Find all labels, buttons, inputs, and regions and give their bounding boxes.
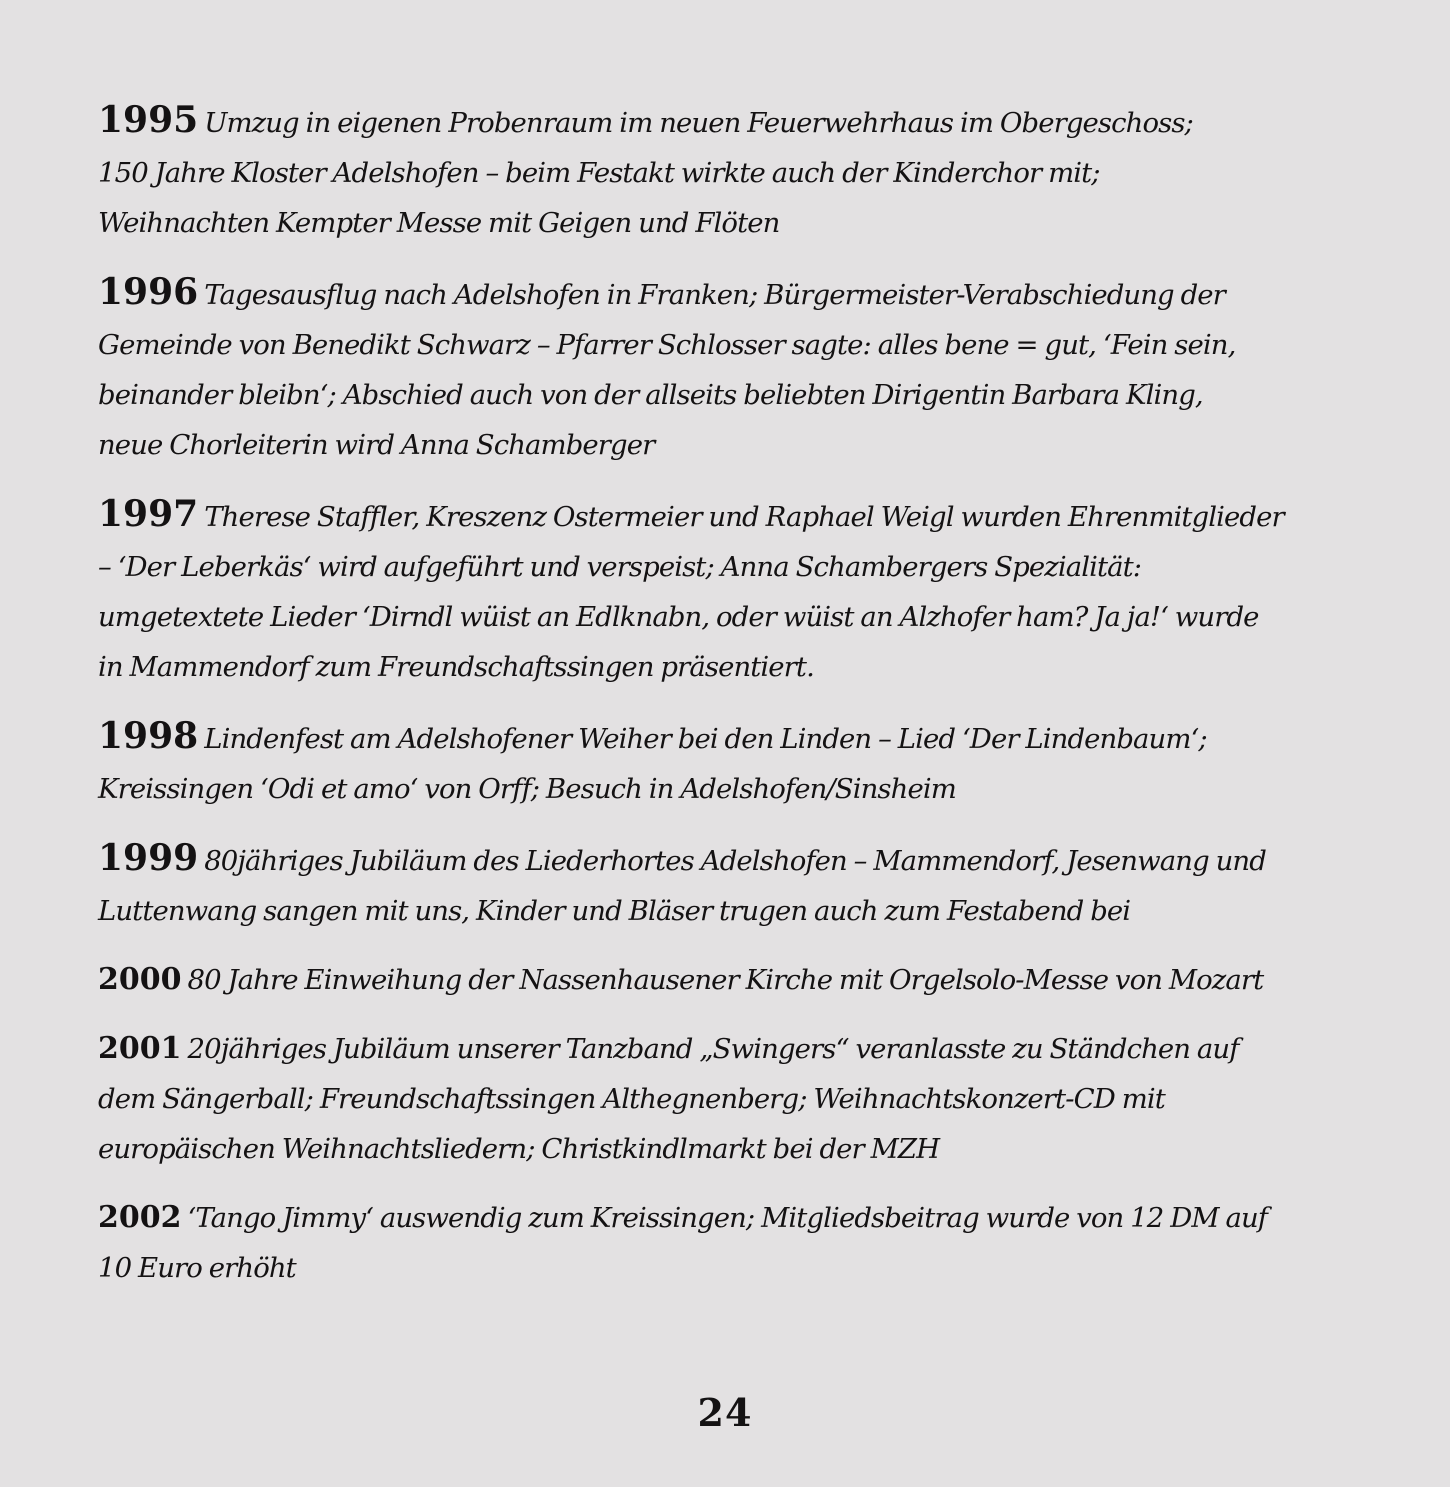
chronicle-entry-1999 (98, 833, 1350, 936)
entry-year: 1998 (98, 715, 199, 757)
entry-line: Gemeinde von Benedikt Schwarz – Pfarrer Schlosser sagte: alles bene = gut, ‘Fein sein, (98, 329, 1236, 361)
entry-line (98, 711, 1350, 764)
entry-text: Umzug in eigenen Probenraum im neuen Feuerwehrhaus im Obergeschoss; (204, 107, 1193, 139)
entry-year: 1997 (98, 493, 199, 535)
entry-line (98, 1024, 1350, 1074)
entry-line: Weihnachten Kempter Messe mit Geigen und Flöten (98, 207, 780, 239)
entry-text: ‘Tango Jimmy‘ auswendig zum Kreissingen; Mitgliedsbeitrag wurde von 12 DM auf (187, 1202, 1268, 1234)
chronicle-entry-2002 (98, 1193, 1350, 1293)
chronicle-page (98, 95, 1350, 1312)
entry-line: dem Sängerball; Freundschaftssingen Althegnenberg; Weihnachtskonzert-CD mit (98, 1083, 1165, 1115)
entry-line (98, 955, 1350, 1005)
entry-line (98, 95, 1350, 148)
entry-line: 10 Euro erhöht (98, 1252, 296, 1284)
entry-text: Lindenfest am Adelshofener Weiher bei den Linden – Lied ‘Der Lindenbaum‘; (204, 723, 1207, 755)
entry-year: 2002 (98, 1200, 182, 1235)
entry-line: europäischen Weihnachtsliedern; Christkindlmarkt bei der MZH (98, 1133, 940, 1165)
entry-line (98, 267, 1350, 320)
entry-line: neue Chorleiterin wird Anna Schamberger (98, 429, 655, 461)
entry-line (98, 489, 1350, 542)
entry-year: 1996 (98, 271, 199, 313)
chronicle-entry-2001 (98, 1024, 1350, 1174)
chronicle-entry-1995 (98, 95, 1350, 248)
entry-text: Tagesausflug nach Adelshofen in Franken; Bürgermeister-Verabschiedung der (204, 279, 1225, 311)
entry-text: 80jähriges Jubiläum des Liederhortes Adelshofen – Mammendorf, Jesenwang und (204, 845, 1266, 877)
entry-line (98, 1193, 1350, 1243)
chronicle-entry-1998 (98, 711, 1350, 814)
entry-line: 150 Jahre Kloster Adelshofen – beim Festakt wirkte auch der Kinderchor mit; (98, 157, 1100, 189)
chronicle-entry-2000 (98, 955, 1350, 1005)
entry-text: Therese Staffler, Kreszenz Ostermeier und Raphael Weigl wurden Ehrenmitglieder (204, 501, 1284, 533)
chronicle-entry-1996 (98, 267, 1350, 470)
page-number: 24 (697, 1390, 753, 1435)
entry-year: 1999 (98, 837, 199, 879)
entry-text: 20jähriges Jubiläum unserer Tanzband „Swingers“ veranlasste zu Ständchen auf (187, 1033, 1239, 1065)
entry-text: 80 Jahre Einweihung der Nassenhausener Kirche mit Orgelsolo-Messe von Mozart (187, 964, 1264, 996)
entry-year: 1995 (98, 99, 199, 141)
entry-year: 2001 (98, 1031, 182, 1066)
chronicle-entry-1997 (98, 489, 1350, 692)
entry-year: 2000 (98, 962, 182, 997)
entry-line (98, 833, 1350, 886)
entry-line: – ‘Der Leberkäs‘ wird aufgeführt und verspeist; Anna Schambergers Spezialität: (98, 551, 1142, 583)
entry-line: Kreissingen ‘Odi et amo‘ von Orff; Besuch in Adelshofen/Sinsheim (98, 773, 956, 805)
entry-line: in Mammendorf zum Freundschaftssingen präsentiert. (98, 651, 814, 683)
entry-line: beinander bleibn‘; Abschied auch von der allseits beliebten Dirigentin Barbara Kling, (98, 379, 1203, 411)
entry-line: umgetextete Lieder ‘Dirndl wüist an Edlknabn, oder wüist an Alzhofer ham? Ja ja!‘ wurde (98, 601, 1259, 633)
entry-line: Luttenwang sangen mit uns, Kinder und Bläser trugen auch zum Festabend bei (98, 895, 1131, 927)
